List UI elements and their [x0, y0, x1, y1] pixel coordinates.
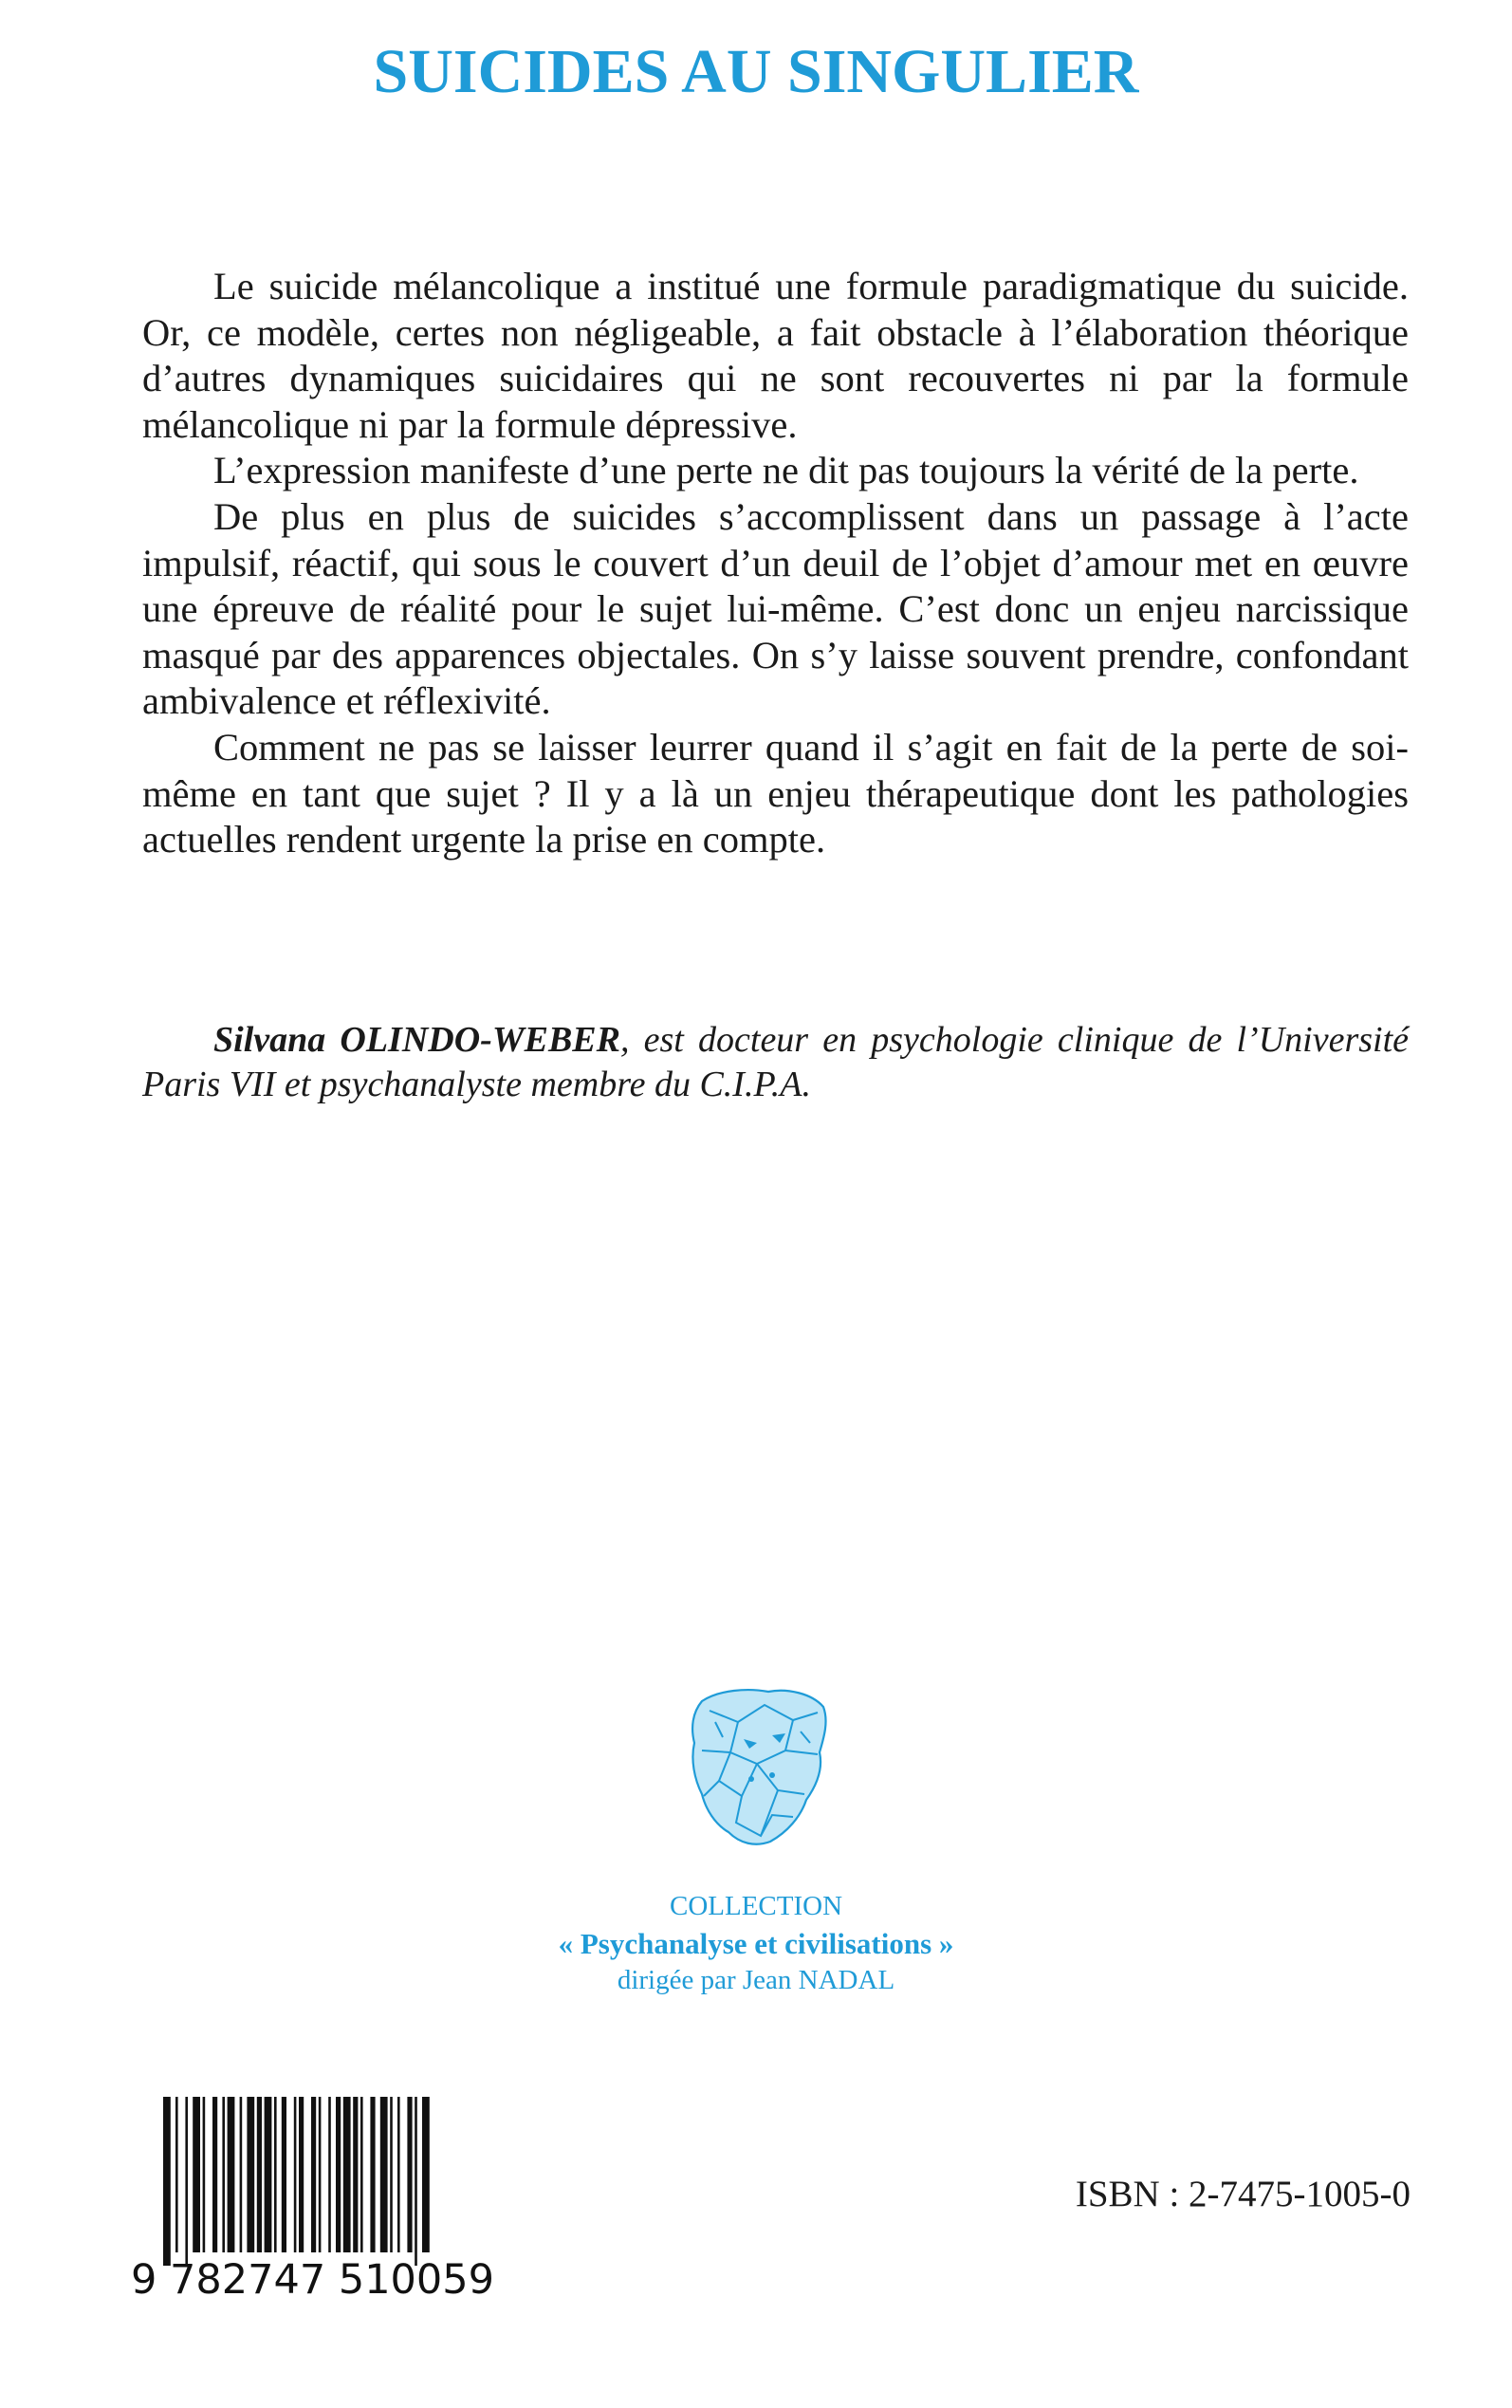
barcode	[131, 2097, 514, 2268]
collection-series: « Psychanalyse et civilisations »	[558, 1927, 954, 1960]
author-bio-text: , est docteur en psychologie clinique de l’Université Paris VII et psychanalyste membre du C.I.P.A.	[142, 1020, 1409, 1104]
barcode-bar	[360, 2097, 363, 2252]
barcode-bar	[328, 2097, 331, 2252]
barcode-bar	[193, 2097, 200, 2252]
barcode-bar	[274, 2097, 277, 2252]
publisher-logo-icon	[681, 1684, 835, 1850]
barcode-bar	[163, 2097, 171, 2266]
barcode-bar	[228, 2097, 235, 2252]
barcode-bar	[390, 2097, 393, 2252]
collection-label: COLLECTION	[669, 1891, 843, 1921]
summary-paragraph: Le suicide mélancolique a institué une formule paradigmatique du suicide. Or, ce modèle, certes non négligeable, a fait obstacle à l’élaboration théorique d’autres dynamiques suicidaires qui ne sont recouvertes ni par la formule mélancolique ni par la formule dépressive.	[142, 265, 1409, 446]
summary-text	[142, 264, 1409, 863]
author-bio	[142, 1018, 1409, 1107]
barcode-bar	[343, 2097, 351, 2252]
isbn: ISBN : 2-7475-1005-0	[1075, 2174, 1411, 2214]
barcode-bar	[415, 2097, 417, 2266]
summary-paragraph: Comment ne pas se laisser leurrer quand il s’agit en fait de la perte de soi-même en tant que sujet ? Il y a là un enjeu thérapeutique dont les pathologies actuelles rendent urgente la prise en compte.	[142, 725, 1409, 861]
collection-director: dirigée par Jean NADAL	[617, 1965, 895, 1995]
book-title: SUICIDES AU SINGULIER	[373, 37, 1139, 106]
barcode-bar	[247, 2097, 254, 2252]
barcode-bar	[175, 2097, 178, 2252]
barcode-bar	[265, 2097, 272, 2252]
barcode-bar	[422, 2097, 430, 2252]
barcode-bar	[212, 2097, 217, 2252]
barcode-bar	[222, 2097, 225, 2252]
author-name: Silvana OLINDO-WEBER	[213, 1020, 620, 1060]
barcode-bar	[353, 2097, 358, 2252]
barcode-bar	[240, 2097, 243, 2252]
barcode-bar	[370, 2097, 375, 2252]
barcode-bar	[407, 2097, 412, 2252]
barcode-bar	[282, 2097, 286, 2252]
summary-paragraph: L’expression manifeste d’une perte ne dit pas toujours la vérité de la perte.	[213, 449, 1359, 492]
barcode-bar	[319, 2097, 322, 2252]
barcode-bar	[299, 2097, 304, 2252]
barcode-bar	[397, 2097, 400, 2252]
barcode-bar	[336, 2097, 341, 2252]
summary-paragraph: De plus en plus de suicides s’accomplissent dans un passage à l’acte impulsif, réactif, qui sous le couvert d’un deuil de l’objet d’amour met en œuvre une épreuve de réalité pour le sujet lui-même. C’est donc un enjeu narcissique masqué par des apparences objectales. On s’y laisse souvent prendre, confondant ambivalence et réflexivité.	[142, 494, 1409, 723]
barcode-bar	[311, 2097, 316, 2252]
collection-block	[0, 1888, 1512, 1999]
barcode-bar	[380, 2097, 388, 2252]
barcode-bar	[185, 2097, 188, 2266]
barcode-bar	[294, 2097, 297, 2252]
barcode-digits: 9 782747 510059	[131, 2256, 494, 2304]
barcode-bar	[203, 2097, 206, 2252]
barcode-bar	[257, 2097, 262, 2252]
